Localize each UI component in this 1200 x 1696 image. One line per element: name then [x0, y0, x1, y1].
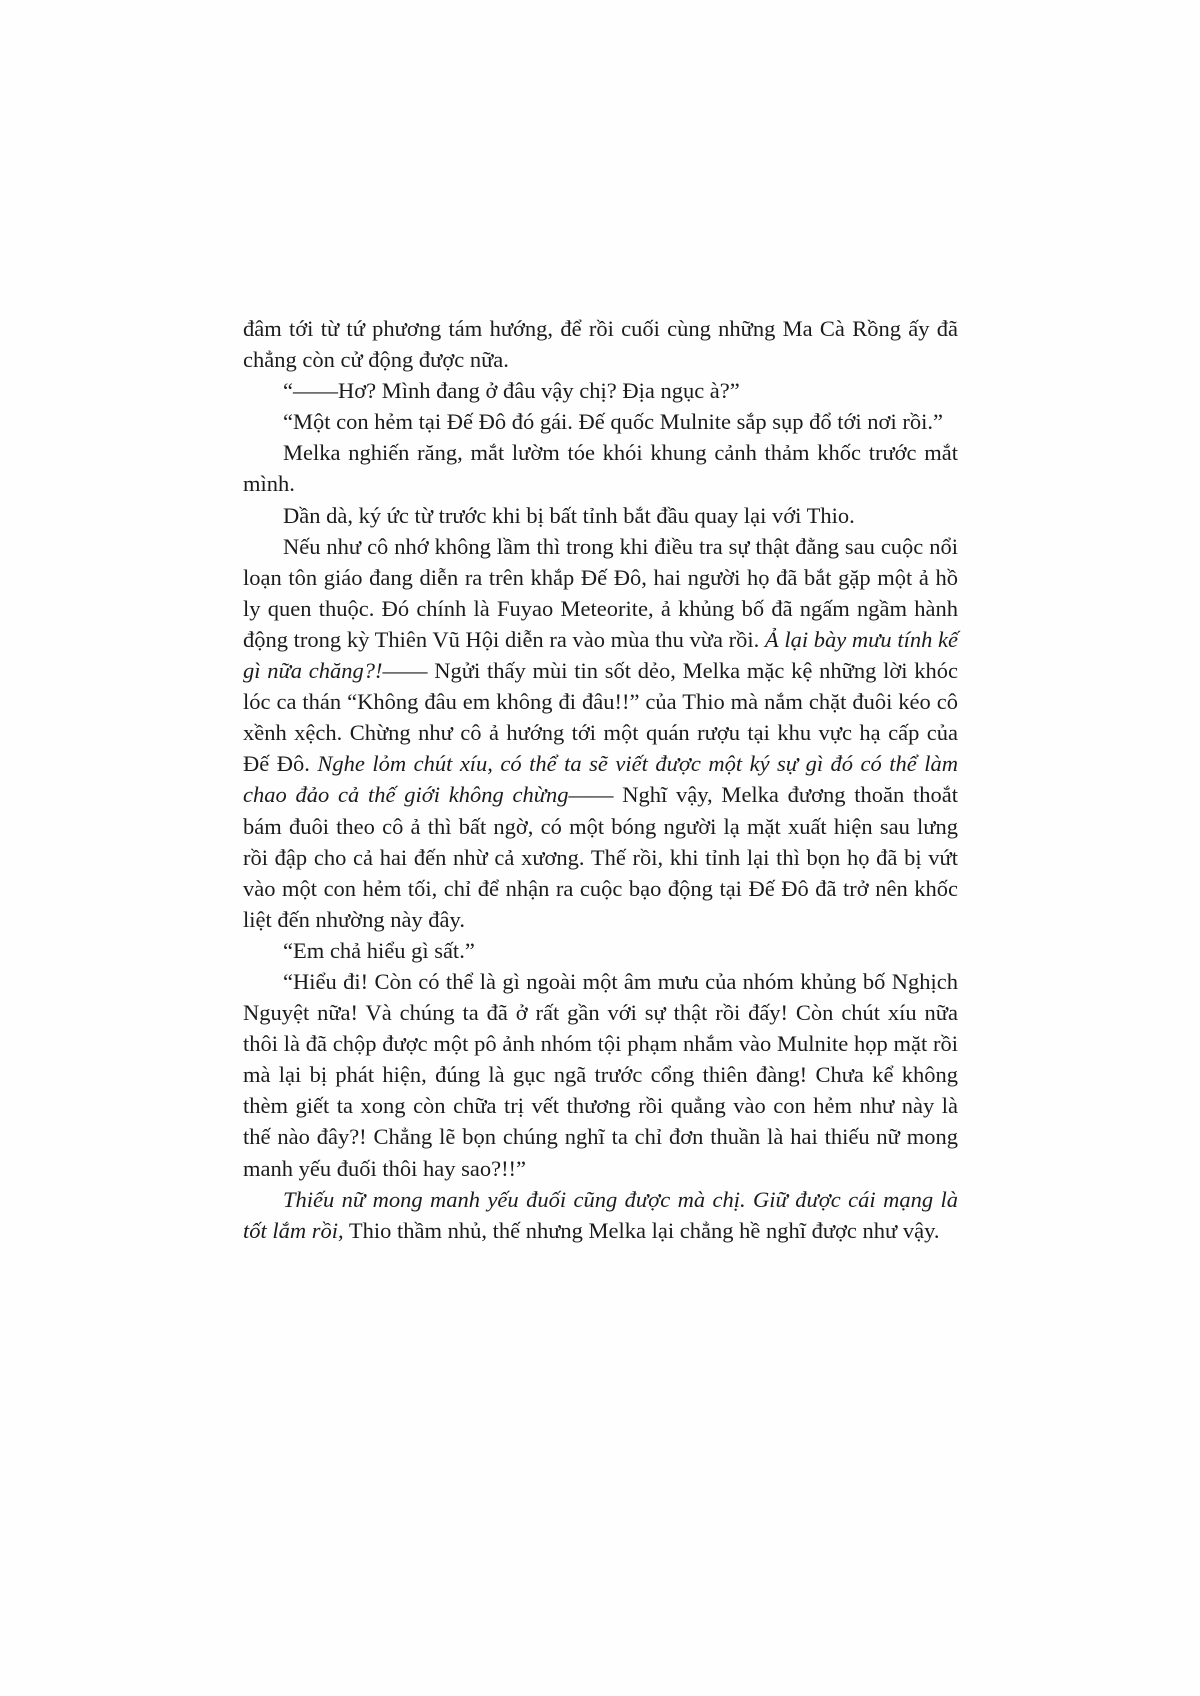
paragraph-3-dialogue: [243, 406, 958, 437]
paragraph-4-text: Melka nghiến răng, mắt lườm tóe khói khung cảnh thảm khốc trước mắt mình.: [243, 440, 958, 497]
page-body-text: [243, 313, 958, 1246]
paragraph-7-dialogue: [243, 935, 958, 966]
paragraph-6-italic-thought-b: Nghe lỏm chút xíu, có thể ta sẽ viết được một ký sự gì đó có thể làm chao đảo cả thế giới không chừng: [243, 751, 959, 808]
paragraph-5: [243, 500, 958, 531]
paragraph-8-text: “Hiểu đi! Còn có thể là gì ngoài một âm mưu của nhóm khủng bố Nghịch Nguyệt nữa! Và chúng ta đã ở rất gần với sự thật rồi đấy! Còn chút xíu nữa thôi là đã chộp được một pô ảnh nhóm tội phạm nhắm vào Mulnite họp mặt rồi mà lại bị phát hiện, đúng là gục ngã trước cổng thiên đàng! Chưa kể không thèm giết ta xong còn chữa trị vết thương rồi quẳng vào con hẻm như này là thế nào đây?! Chẳng lẽ bọn chúng nghĩ ta chỉ đơn thuần là hai thiếu nữ mong manh yếu đuối thôi hay sao?!!”: [243, 968, 958, 1181]
paragraph-1: [243, 313, 958, 375]
paragraph-3-text: “Một con hẻm tại Đế Đô đó gái. Đế quốc Mulnite sắp sụp đổ tới nơi rồi.”: [283, 409, 943, 435]
paragraph-6-italic-thought-a: Ả lại bày mưu tính kế gì nữa chăng?!: [243, 626, 958, 684]
paragraph-9-italic-thought: Thiếu nữ mong manh yếu đuối cũng được mà chị. Giữ được cái mạng là tốt lắm rồi,: [243, 1186, 958, 1243]
paragraph-6-text-c: —— Nghĩ vậy, Melka đương thoăn thoắt bám đuôi theo cô ả thì bất ngờ, có một bóng người lạ mặt xuất hiện sau lưng rồi đập cho cả hai đến nhừ cả xương. Thế rồi, khi tỉnh lại thì bọn họ đã bị vứt vào một con hẻm tối, chỉ để nhận ra cuộc bạo động tại Đế Đô đã trở nên khốc liệt đến nhường này đây.: [243, 782, 959, 932]
paragraph-2-text: “——Hơ? Mình đang ở đâu vậy chị? Địa ngục à?”: [283, 378, 740, 404]
paragraph-1-text: đâm tới từ tứ phương tám hướng, để rồi cuối cùng những Ma Cà Rồng ấy đã chẳng còn cử động được nữa.: [243, 316, 958, 373]
paragraph-6-text-a: Nếu như cô nhớ không lầm thì trong khi điều tra sự thật đằng sau cuộc nổi loạn tôn giáo đang diễn ra trên khắp Đế Đô, hai người họ đã bắt gặp một ả hồ ly quen thuộc. Đó chính là Fuyao Meteorite, ả khủng bố đã ngấm ngầm hành động trong kỳ Thiên Vũ Hội diễn ra vào mùa thu vừa rồi.: [243, 533, 958, 652]
paragraph-6: [243, 531, 958, 935]
paragraph-4: [243, 437, 958, 499]
paragraph-2-dialogue: [243, 375, 958, 406]
paragraph-6-text-b: —— Ngửi thấy mùi tin sốt dẻo, Melka mặc kệ những lời khóc lóc ca thán “Không đâu em không đi đâu!!” của Thio mà nắm chặt đuôi kéo cô xềnh xệch. Chừng như cô ả hướng tới một quán rượu tại khu vực hạ cấp của Đế Đô.: [243, 658, 958, 777]
paragraph-8-dialogue: [243, 966, 958, 1184]
paragraph-5-text: Dần dà, ký ức từ trước khi bị bất tỉnh bắt đầu quay lại với Thio.: [283, 502, 855, 528]
paragraph-7-text: “Em chả hiểu gì sất.”: [283, 937, 475, 963]
paragraph-9-text: Thio thầm nhủ, thế nhưng Melka lại chẳng hề nghĩ được như vậy.: [343, 1217, 940, 1243]
paragraph-9: [243, 1184, 958, 1246]
